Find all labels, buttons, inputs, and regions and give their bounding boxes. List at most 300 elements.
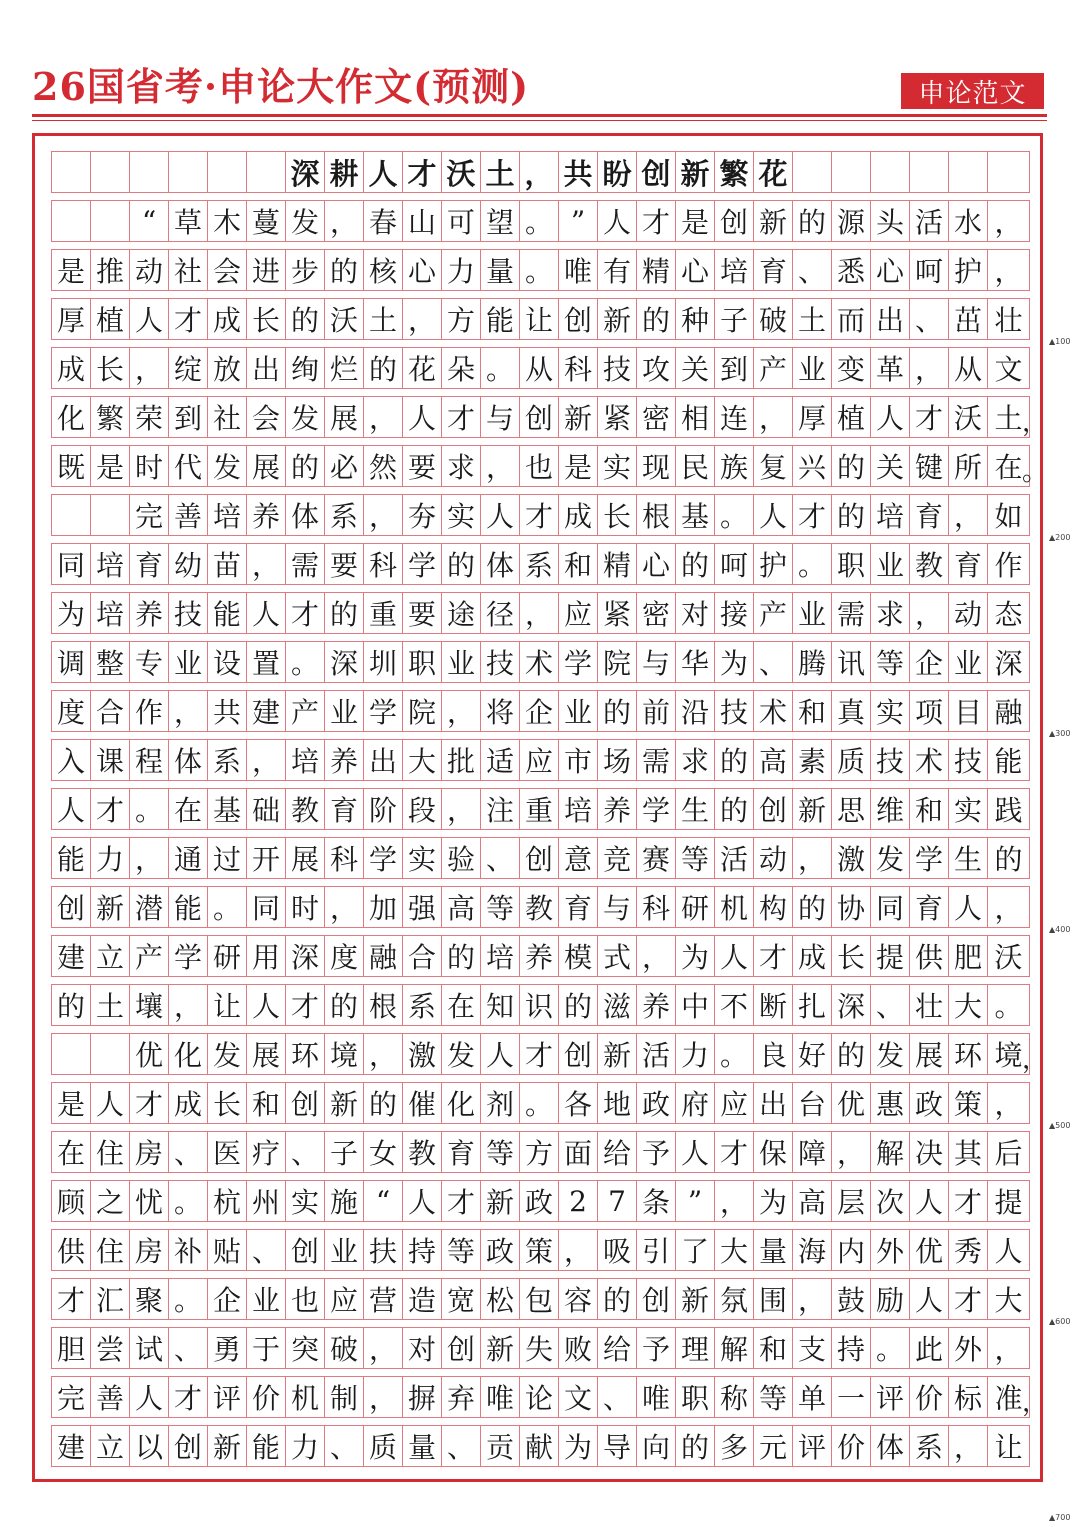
title-char-cell xyxy=(52,152,91,192)
char-cell: 创 xyxy=(520,838,559,878)
char-cell: 时 xyxy=(130,446,169,486)
title-char-cell: 盼 xyxy=(598,152,637,192)
char-cell: 要 xyxy=(403,593,442,633)
char-cell: 善 xyxy=(169,495,208,535)
char-cell: 给 xyxy=(598,1132,637,1172)
char-cell: 发 xyxy=(286,397,325,437)
char-cell: 。 xyxy=(793,544,832,584)
char-cell: 土 xyxy=(91,985,130,1025)
char-cell: 培 xyxy=(871,495,910,535)
char-cell: 高 xyxy=(754,740,793,780)
char-cell: 径 xyxy=(481,593,520,633)
char-cell: 业 xyxy=(949,642,988,682)
char-cell: 才 xyxy=(910,397,949,437)
char-cell: 目 xyxy=(949,691,988,731)
char-cell: ， xyxy=(169,985,208,1025)
char-cell: 摒 xyxy=(403,1377,442,1417)
essay-grid xyxy=(51,151,1030,1475)
char-cell: 的 xyxy=(364,1083,403,1123)
char-cell: 到 xyxy=(715,348,754,388)
char-cell: 的 xyxy=(994,843,1023,876)
ruler-mark: ▲600 xyxy=(1049,1317,1071,1326)
char-cell: 会 xyxy=(247,397,286,437)
char-cell: 政 xyxy=(481,1230,520,1270)
char-cell: 支 xyxy=(793,1328,832,1368)
char-cell: 企 xyxy=(520,691,559,731)
char-cell: ， xyxy=(793,1279,832,1319)
essay-line xyxy=(51,1131,1030,1173)
char-cell: 的 xyxy=(676,544,715,584)
char-cell: 现 xyxy=(637,446,676,486)
essay-line xyxy=(51,690,1030,732)
char-cell: 剂 xyxy=(481,1083,520,1123)
char-cell: 持 xyxy=(403,1230,442,1270)
char-cell: 科 xyxy=(637,887,676,927)
char-cell: ” xyxy=(559,201,598,241)
char-cell: 产 xyxy=(754,348,793,388)
char-cell: 。 xyxy=(520,201,559,241)
char-cell: ， xyxy=(364,1034,403,1074)
char-cell: 新 xyxy=(559,397,598,437)
char-cell: 度 xyxy=(325,936,364,976)
essay-line xyxy=(51,1425,1030,1467)
char-cell: 系 xyxy=(910,1426,949,1466)
char-cell: 创 xyxy=(52,887,91,927)
char-cell: 才 xyxy=(169,299,208,339)
char-cell: 、 xyxy=(754,642,793,682)
char-cell: 业 xyxy=(325,691,364,731)
char-cell: 深 xyxy=(286,936,325,976)
char-cell: 长 xyxy=(832,936,871,976)
ruler-mark: ▲400 xyxy=(1049,925,1071,934)
char-cell xyxy=(52,1034,91,1074)
char-cell: 护 xyxy=(754,544,793,584)
char-cell: 实 xyxy=(403,838,442,878)
char-cell: 、 xyxy=(286,1132,325,1172)
char-cell: 相 xyxy=(676,397,715,437)
char-cell: 专 xyxy=(130,642,169,682)
char-cell: 培 xyxy=(559,789,598,829)
essay-line xyxy=(51,886,1030,928)
char-cell: 子 xyxy=(715,299,754,339)
char-cell: 同 xyxy=(52,544,91,584)
char-cell: 7 xyxy=(598,1181,637,1221)
overflow-punctuation: ， xyxy=(1022,408,1049,438)
char-cell: 宽 xyxy=(442,1279,481,1319)
char-cell: 市 xyxy=(559,740,598,780)
char-cell: 创 xyxy=(715,201,754,241)
char-cell: 滋 xyxy=(598,985,637,1025)
char-cell: 才 xyxy=(286,593,325,633)
char-cell: 于 xyxy=(247,1328,286,1368)
char-cell: 职 xyxy=(676,1377,715,1417)
char-cell: 向 xyxy=(637,1426,676,1466)
char-cell: 是 xyxy=(91,446,130,486)
char-cell: 深 xyxy=(994,647,1023,680)
ruler-mark: ▲100 xyxy=(1049,337,1071,346)
char-cell: 立 xyxy=(91,1426,130,1466)
char-cell: 其 xyxy=(949,1132,988,1172)
char-cell: 机 xyxy=(715,887,754,927)
char-cell: 新 xyxy=(676,1279,715,1319)
char-cell: 等 xyxy=(481,887,520,927)
essay-line xyxy=(51,543,1030,585)
char-cell: 对 xyxy=(676,593,715,633)
char-cell: 才 xyxy=(793,495,832,535)
char-cell: 氛 xyxy=(715,1279,754,1319)
char-cell: 各 xyxy=(559,1083,598,1123)
char-cell: 养 xyxy=(247,495,286,535)
char-cell: ， xyxy=(364,1328,403,1368)
char-cell: 败 xyxy=(559,1328,598,1368)
char-cell: 社 xyxy=(208,397,247,437)
char-cell: 杭 xyxy=(208,1181,247,1221)
char-cell: 体 xyxy=(286,495,325,535)
char-cell: 精 xyxy=(598,544,637,584)
char-cell: 引 xyxy=(637,1230,676,1270)
char-cell: 大 xyxy=(994,1284,1023,1317)
essay-line xyxy=(51,1327,1030,1369)
essay-line xyxy=(51,641,1030,683)
title-char-cell xyxy=(793,152,832,192)
char-cell: 的 xyxy=(598,1279,637,1319)
char-cell: 从 xyxy=(520,348,559,388)
char-cell: 大 xyxy=(403,740,442,780)
char-cell: 养 xyxy=(637,985,676,1025)
char-cell: ， xyxy=(637,936,676,976)
char-cell: 、 xyxy=(247,1230,286,1270)
char-cell: 的 xyxy=(832,446,871,486)
char-cell: 人 xyxy=(52,789,91,829)
char-cell: 的 xyxy=(286,299,325,339)
char-cell: 繁 xyxy=(91,397,130,437)
essay-line xyxy=(51,1278,1030,1320)
char-cell: 出 xyxy=(754,1083,793,1123)
char-cell: 能 xyxy=(52,838,91,878)
char-cell: 将 xyxy=(481,691,520,731)
char-cell: 。 xyxy=(871,1328,910,1368)
char-cell: 与 xyxy=(598,887,637,927)
char-cell: ， xyxy=(325,201,364,241)
char-cell: 让 xyxy=(208,985,247,1025)
char-cell: 育 xyxy=(949,544,988,584)
char-cell: 新 xyxy=(208,1426,247,1466)
char-cell: 环 xyxy=(286,1034,325,1074)
char-cell: 山 xyxy=(403,201,442,241)
char-cell: 献 xyxy=(520,1426,559,1466)
char-cell: 境 xyxy=(325,1034,364,1074)
char-cell: 协 xyxy=(832,887,871,927)
char-cell: 动 xyxy=(130,250,169,290)
char-cell: 攻 xyxy=(637,348,676,388)
char-cell: 植 xyxy=(832,397,871,437)
char-cell: 养 xyxy=(325,740,364,780)
char-cell: 技 xyxy=(949,740,988,780)
header-rule-thick xyxy=(32,114,1047,117)
char-cell: 境 xyxy=(994,1039,1023,1072)
char-cell: 补 xyxy=(169,1230,208,1270)
char-cell: 激 xyxy=(403,1034,442,1074)
char-cell: 紧 xyxy=(598,593,637,633)
char-cell: 创 xyxy=(442,1328,481,1368)
char-cell: 批 xyxy=(442,740,481,780)
char-cell: 的 xyxy=(325,593,364,633)
char-cell: 次 xyxy=(871,1181,910,1221)
char-cell: 论 xyxy=(520,1377,559,1417)
char-cell: 途 xyxy=(442,593,481,633)
char-cell: 精 xyxy=(637,250,676,290)
char-cell: 花 xyxy=(403,348,442,388)
char-cell: 前 xyxy=(637,691,676,731)
char-cell: 式 xyxy=(598,936,637,976)
char-cell: 接 xyxy=(715,593,754,633)
char-cell: 优 xyxy=(832,1083,871,1123)
char-cell: 人 xyxy=(754,495,793,535)
char-cell: 在 xyxy=(994,451,1023,484)
char-cell: 企 xyxy=(208,1279,247,1319)
char-cell: ， xyxy=(994,1333,1023,1366)
char-cell: 研 xyxy=(676,887,715,927)
essay-line xyxy=(51,788,1030,830)
char-cell: 才 xyxy=(130,1083,169,1123)
char-cell: 为 xyxy=(676,936,715,976)
char-cell: 讯 xyxy=(832,642,871,682)
char-cell: 人 xyxy=(403,397,442,437)
char-cell xyxy=(52,495,91,535)
char-cell: 供 xyxy=(52,1230,91,1270)
char-cell: 予 xyxy=(637,1132,676,1172)
char-cell: 文 xyxy=(994,353,1023,386)
essay-line xyxy=(51,396,1030,438)
char-cell: 育 xyxy=(559,887,598,927)
char-cell: 绚 xyxy=(286,348,325,388)
char-cell: 族 xyxy=(715,446,754,486)
char-cell: 产 xyxy=(286,691,325,731)
char-cell: 的 xyxy=(676,1426,715,1466)
char-cell: 厚 xyxy=(52,299,91,339)
char-cell: 业 xyxy=(325,1230,364,1270)
char-cell: 发 xyxy=(208,446,247,486)
char-cell: ， xyxy=(949,495,988,535)
char-cell: 验 xyxy=(442,838,481,878)
char-cell: 有 xyxy=(598,250,637,290)
char-cell: 力 xyxy=(676,1034,715,1074)
char-cell: 维 xyxy=(871,789,910,829)
char-cell: 提 xyxy=(871,936,910,976)
char-cell: ， xyxy=(754,397,793,437)
char-cell: ， xyxy=(949,1426,988,1466)
char-cell: 障 xyxy=(793,1132,832,1172)
title-char-cell: 深 xyxy=(286,152,325,192)
char-cell: 质 xyxy=(364,1426,403,1466)
category-badge: 申论范文 xyxy=(901,73,1044,109)
char-cell: 才 xyxy=(715,1132,754,1172)
char-cell: ， xyxy=(403,299,442,339)
char-cell: 入 xyxy=(52,740,91,780)
char-cell: 育 xyxy=(325,789,364,829)
essay-title-row xyxy=(51,151,1030,193)
char-cell: 沃 xyxy=(994,941,1023,974)
char-cell: 阶 xyxy=(364,789,403,829)
char-cell: 活 xyxy=(637,1034,676,1074)
char-cell: 激 xyxy=(832,838,871,878)
char-cell: 要 xyxy=(403,446,442,486)
char-cell: 长 xyxy=(91,348,130,388)
char-cell: 的 xyxy=(715,740,754,780)
char-cell: 松 xyxy=(481,1279,520,1319)
char-cell: 通 xyxy=(169,838,208,878)
char-cell xyxy=(91,1034,130,1074)
char-cell: 突 xyxy=(286,1328,325,1368)
char-cell: 才 xyxy=(637,201,676,241)
char-cell: 践 xyxy=(994,794,1023,827)
char-cell: 长 xyxy=(208,1083,247,1123)
char-cell: 而 xyxy=(832,299,871,339)
char-cell: 解 xyxy=(715,1328,754,1368)
char-cell: 顾 xyxy=(52,1181,91,1221)
char-cell: 土 xyxy=(364,299,403,339)
char-cell: 弃 xyxy=(442,1377,481,1417)
char-cell: 放 xyxy=(208,348,247,388)
char-cell: 尝 xyxy=(91,1328,130,1368)
char-cell: 。 xyxy=(169,1181,208,1221)
char-cell: 院 xyxy=(598,642,637,682)
char-cell: 共 xyxy=(208,691,247,731)
char-cell: 业 xyxy=(793,348,832,388)
char-cell: 烂 xyxy=(325,348,364,388)
essay-line xyxy=(51,1229,1030,1271)
char-cell: 活 xyxy=(715,838,754,878)
char-cell: 关 xyxy=(676,348,715,388)
char-cell: ， xyxy=(994,255,1023,288)
overflow-punctuation: ， xyxy=(1022,1388,1049,1418)
char-cell: 的 xyxy=(793,201,832,241)
char-cell: 以 xyxy=(130,1426,169,1466)
char-cell: 鼓 xyxy=(832,1279,871,1319)
char-cell: 评 xyxy=(208,1377,247,1417)
char-cell: ， xyxy=(559,1230,598,1270)
char-cell: 制 xyxy=(325,1377,364,1417)
char-cell: 新 xyxy=(598,1034,637,1074)
char-cell: 让 xyxy=(520,299,559,339)
char-cell: 需 xyxy=(832,593,871,633)
char-cell: 。 xyxy=(481,348,520,388)
char-cell: 职 xyxy=(832,544,871,584)
char-cell: 政 xyxy=(637,1083,676,1123)
char-cell: 展 xyxy=(247,1034,286,1074)
char-cell: 一 xyxy=(832,1377,871,1417)
char-cell: 呵 xyxy=(910,250,949,290)
char-cell: 需 xyxy=(286,544,325,584)
char-cell: 实 xyxy=(286,1181,325,1221)
char-cell: 求 xyxy=(676,740,715,780)
char-cell: 术 xyxy=(520,642,559,682)
char-cell: 唯 xyxy=(481,1377,520,1417)
char-cell: 作 xyxy=(994,549,1023,582)
char-cell: 文 xyxy=(559,1377,598,1417)
char-cell: 紧 xyxy=(598,397,637,437)
char-cell: 和 xyxy=(910,789,949,829)
char-cell: 场 xyxy=(598,740,637,780)
essay-line xyxy=(51,1180,1030,1222)
char-cell: 壤 xyxy=(130,985,169,1025)
char-cell: 业 xyxy=(247,1279,286,1319)
char-cell: 量 xyxy=(403,1426,442,1466)
char-cell: 良 xyxy=(754,1034,793,1074)
char-cell: 业 xyxy=(871,544,910,584)
overflow-punctuation: 。 xyxy=(1022,457,1049,487)
char-cell: ， xyxy=(247,740,286,780)
char-cell: 人 xyxy=(403,1181,442,1221)
char-cell: 单 xyxy=(793,1377,832,1417)
char-cell: 苗 xyxy=(208,544,247,584)
char-cell: 生 xyxy=(676,789,715,829)
char-cell: 学 xyxy=(910,838,949,878)
char-cell: 圳 xyxy=(364,642,403,682)
char-cell: 成 xyxy=(52,348,91,388)
char-cell: 出 xyxy=(871,299,910,339)
char-cell: 核 xyxy=(364,250,403,290)
char-cell: 化 xyxy=(52,397,91,437)
char-cell: 能 xyxy=(247,1426,286,1466)
char-cell: 荣 xyxy=(130,397,169,437)
char-cell: 代 xyxy=(169,446,208,486)
char-cell: 与 xyxy=(637,642,676,682)
char-cell: 。 xyxy=(130,789,169,829)
char-cell: 才 xyxy=(91,789,130,829)
char-cell: 学 xyxy=(169,936,208,976)
title-char-cell: 共 xyxy=(559,152,598,192)
char-cell: 密 xyxy=(637,397,676,437)
char-cell: 之 xyxy=(91,1181,130,1221)
char-cell: 汇 xyxy=(91,1279,130,1319)
char-cell: 、 xyxy=(325,1426,364,1466)
char-cell: 高 xyxy=(793,1181,832,1221)
char-cell: 动 xyxy=(754,838,793,878)
char-cell: 才 xyxy=(442,1181,481,1221)
char-cell: 与 xyxy=(481,397,520,437)
char-cell: 予 xyxy=(637,1328,676,1368)
char-cell: 育 xyxy=(910,887,949,927)
char-cell: 机 xyxy=(286,1377,325,1417)
char-cell: 发 xyxy=(286,201,325,241)
char-cell: 才 xyxy=(442,397,481,437)
char-cell: 人 xyxy=(949,887,988,927)
char-cell: 长 xyxy=(598,495,637,535)
char-cell: 和 xyxy=(793,691,832,731)
char-cell: 技 xyxy=(871,740,910,780)
essay-line xyxy=(51,984,1030,1026)
char-cell: 术 xyxy=(910,740,949,780)
char-cell: 木 xyxy=(208,201,247,241)
char-cell: 才 xyxy=(949,1279,988,1319)
char-cell: 建 xyxy=(52,1426,91,1466)
title-char-cell xyxy=(832,152,871,192)
title-char-cell: 人 xyxy=(364,152,403,192)
title-char-cell: 沃 xyxy=(442,152,481,192)
char-cell: 理 xyxy=(676,1328,715,1368)
char-cell: 的 xyxy=(442,544,481,584)
char-cell: 养 xyxy=(130,593,169,633)
char-cell: 从 xyxy=(949,348,988,388)
char-cell: 、 xyxy=(481,838,520,878)
char-cell: 模 xyxy=(559,936,598,976)
char-cell: ， xyxy=(520,593,559,633)
char-cell: 、 xyxy=(598,1377,637,1417)
char-cell: 在 xyxy=(169,789,208,829)
char-cell: 2 xyxy=(559,1181,598,1221)
char-cell: ， xyxy=(793,838,832,878)
